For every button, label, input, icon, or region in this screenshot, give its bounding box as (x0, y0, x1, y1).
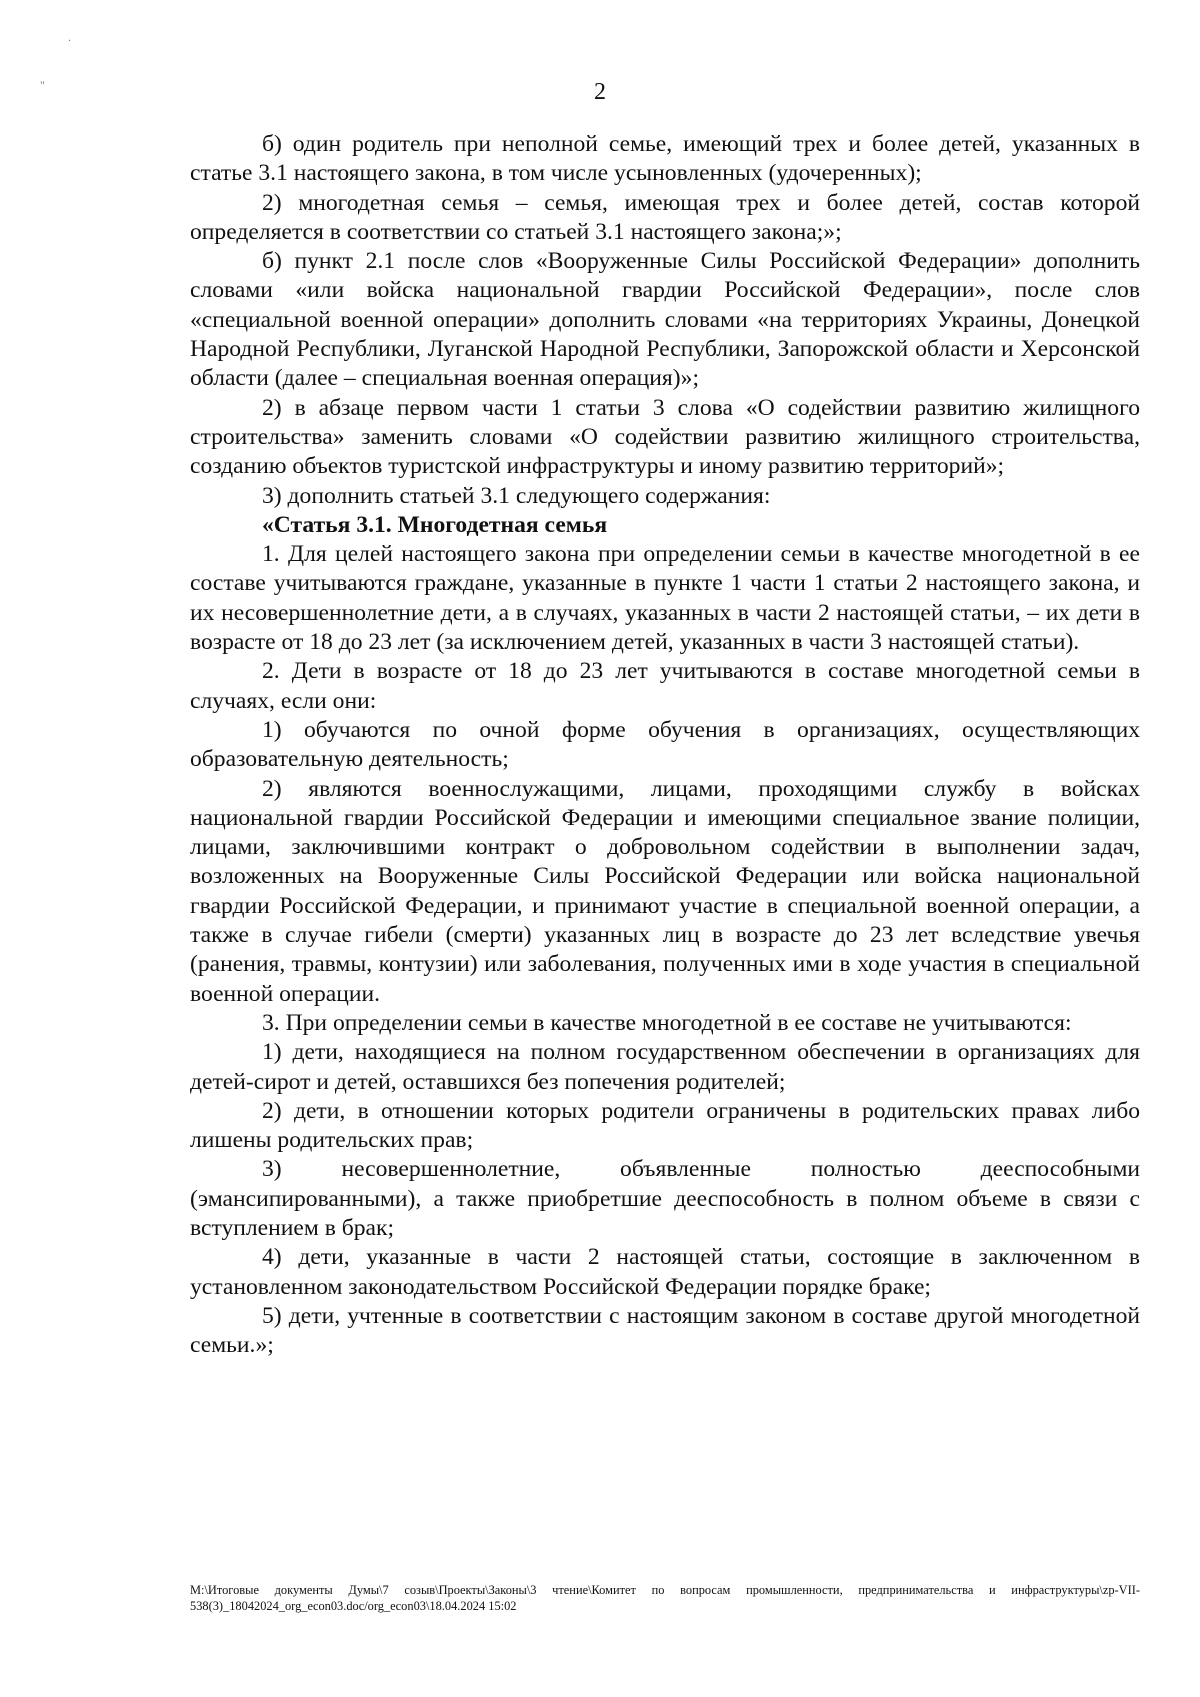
footer-file-path: M:\Итоговые документы Думы\7 созыв\Проекты\Законы\3 чтение\Комитет по вопросам промышленности, предпринимательства и инфраструктуры\zp-VII-538(3)_18042024_org_econ03.doc/org_econ03\18.04.2024 15:02 (190, 1583, 1140, 1613)
scan-speck: . (68, 30, 71, 44)
article-3-1-part-3-item-5: 5) дети, учтенные в соответствии с настоящим законом в составе другой многодетной семьи.»; (190, 1302, 1140, 1359)
article-3-1-part-1: 1. Для целей настоящего закона при определении семьи в качестве многодетной в ее составе учитываются граждане, указанные в пункте 1 части 1 статьи 2 настоящего закона, и их несовершеннолетние дети, а в случаях, указанных в части 2 настоящей статьи, – их дети в возрасте от 18 до 23 лет (за исключением детей, указанных в части 3 настоящей статьи). (190, 541, 1140, 656)
article-3-1-part-2-item-1: 1) обучаются по очной форме обучения в организациях, осуществляющих образовательную деятельность; (190, 716, 1140, 773)
paragraph-3-add-article: 3) дополнить статьей 3.1 следующего содержания: (262, 482, 771, 509)
article-3-1-part-3-item-2: 2) дети, в отношении которых родители ограничены в родительских правах либо лишены родительских прав; (190, 1097, 1140, 1154)
page-number: 2 (594, 79, 606, 105)
paragraph-2-article-3-amendment: 2) в абзаце первом части 1 статьи 3 слова «О содействии развитию жилищного строительства» заменить словами «О содействии развитию жилищного строительства, созданию объектов туристской инфраструктуры и иному развитию территорий»; (190, 394, 1140, 480)
paragraph-b-single-parent: б) один родитель при неполной семье, имеющий трех и более детей, указанных в статье 3.1 настоящего закона, в том числе усыновленных (удочеренных); (190, 131, 1140, 187)
paragraph-2-large-family-definition: 2) многодетная семья – семья, имеющая трех и более детей, состав которой определяется в соответствии со статьей 3.1 настоящего закона;»; (190, 189, 1140, 245)
article-3-1-part-2-item-2: 2) являются военнослужащими, лицами, проходящими службу в войсках национальной гвардии Российской Федерации и имеющими специальное звание полиции, лицами, заключившими контракт о добровольном содействии в выполнении задач, возложенных на Вооруженные Силы Российской Федерации или войска национальной гвардии Российской Федерации, и принимают участие в специальной военной операции, а также в случае гибели (смерти) указанных лиц в возрасте до 23 лет вследствие увечья (ранения, травмы, контузии) или заболевания, полученных ими в ходе участия в специальной военной операции. (190, 775, 1140, 1007)
article-3-1-part-3: 3. При определении семьи в качестве многодетной в ее составе не учитываются: (262, 1009, 1072, 1036)
paragraph-b-point-2-1: б) пункт 2.1 после слов «Вооруженные Силы Российской Федерации» дополнить словами «или войска национальной гвардии Российской Федерации», после слов «специальной военной операции» дополнить словами «на территориях Украины, Донецкой Народной Республики, Луганской Народной Республики, Запорожской области и Херсонской области (далее – специальная военная операция)»; (190, 248, 1140, 392)
document-body (190, 130, 1140, 1360)
article-3-1-part-3-item-3: 3) несовершеннолетние, объявленные полностью дееспособными (эмансипированными), а также приобретшие дееспособность в полном объеме в связи с вступлением в брак; (190, 1156, 1140, 1241)
article-3-1-part-2: 2. Дети в возрасте от 18 до 23 лет учитываются в составе многодетной семьи в случаях, если они: (190, 658, 1140, 714)
article-3-1-heading: «Статья 3.1. Многодетная семья (262, 511, 608, 538)
scan-speck: " (40, 78, 45, 92)
article-3-1-part-3-item-4: 4) дети, указанные в части 2 настоящей статьи, состоящие в заключенном в установленном законодательством Российской Федерации порядке браке; (190, 1244, 1140, 1300)
article-3-1-part-3-item-1: 1) дети, находящиеся на полном государственном обеспечении в организациях для детей-сирот и детей, оставшихся без попечения родителей; (190, 1039, 1140, 1095)
